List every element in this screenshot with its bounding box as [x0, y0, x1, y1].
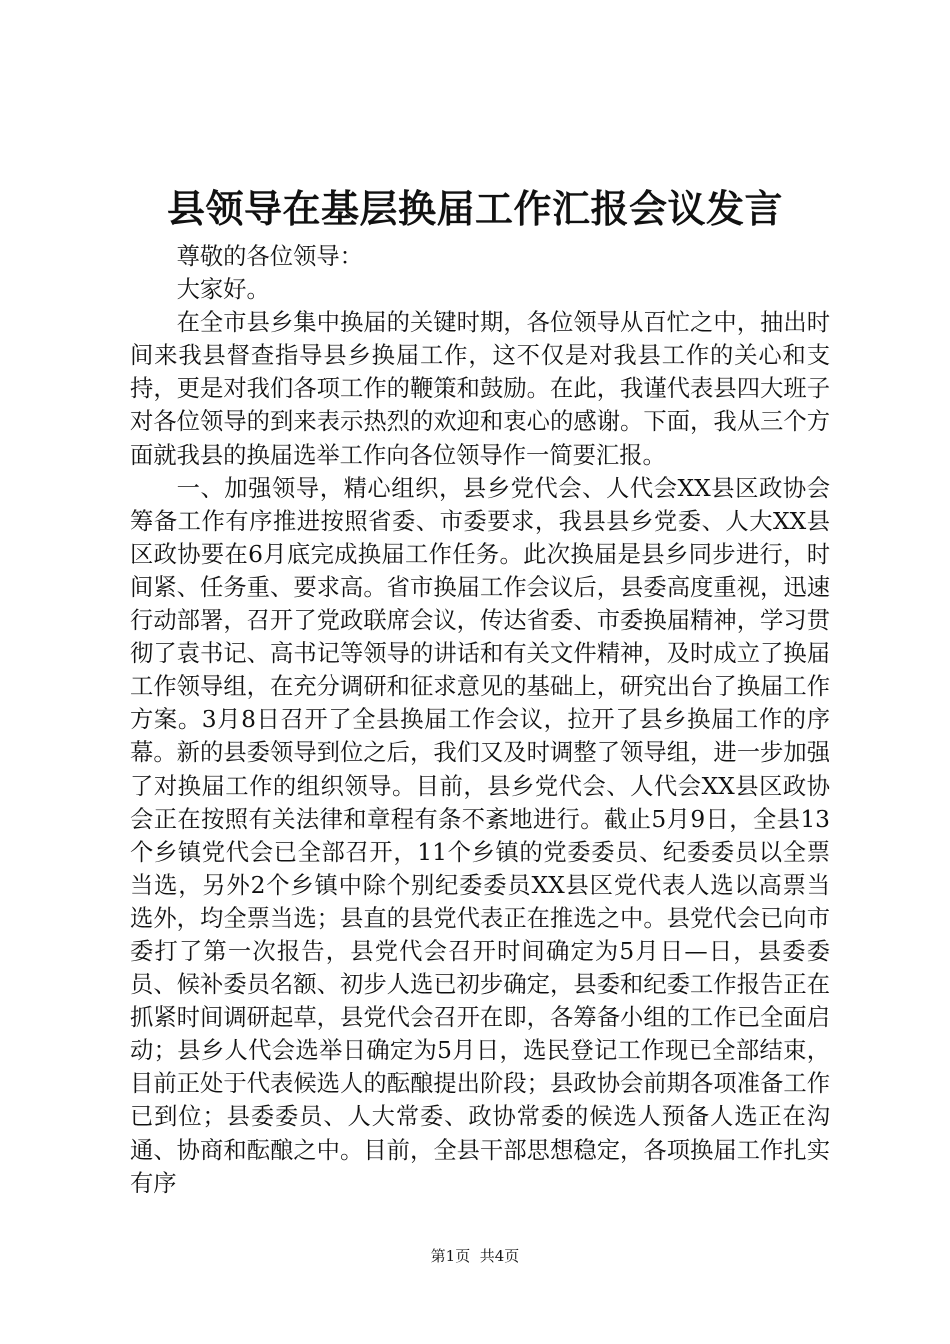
page-total: 共4页	[479, 1247, 520, 1265]
paragraph-intro: 在全市县乡集中换届的关键时期，各位领导从百忙之中，抽出时间来我县督查指导县乡换届工作，这不仅是对我县工作的关心和支持，更是对我们各项工作的鞭策和鼓励。在此，我谨代表县四大班子对各位领导的到来表示热烈的欢迎和衷心的感谢。下面，我从三个方面就我县的换届选举工作向各位领导作一简要汇报。	[130, 309, 830, 469]
page-footer	[0, 1245, 950, 1267]
greeting: 大家好。	[176, 276, 270, 304]
paragraph-section-one: 一、加强领导，精心组织，县乡党代会、人代会XX县区政协会筹备工作有序推进按照省委、市委要求，我县县乡党委、人大XX县区政协要在6月底完成换届工作任务。此次换届是县乡同步进行，时间紧、任务重、要求高。省市换届工作会议后，县委高度重视，迅速行动部署，召开了党政联席会议，传达省委、市委换届精神，学习贯彻了袁书记、高书记等领导的讲话和有关文件精神，及时成立了换届工作领导组，在充分调研和征求意见的基础上，研究出台了换届工作方案。3月8日召开了全县换届工作会议，拉开了县乡换届工作的序幕。新的县委领导到位之后，我们又及时调整了领导组，进一步加强了对换届工作的组织领导。目前，县乡党代会、人代会XX县区政协会正在按照有关法律和章程有条不紊地进行。截止5月9日，全县13个乡镇党代会已全部召开，11个乡镇的党委委员、纪委委员以全票当选，另外2个乡镇中除个别纪委委员XX县区党代表人选以高票当选外，均全票当选；县直的县党代表正在推选之中。县党代会已向市委打了第一次报告，县党代会召开时间确定为5月日—日，县委委员、候补委员名额、初步人选已初步确定，县委和纪委工作报告正在抓紧时间调研起草，县党代会召开在即，各筹备小组的工作已全面启动；县乡人代会选举日确定为5月日，选民登记工作现已全部结束，目前正处于代表候选人的酝酿提出阶段；县政协会前期各项准备工作已到位；县委委员、人大常委、政协常委的候选人预备人选正在沟通、协商和酝酿之中。目前，全县干部思想稳定，各项换届工作扎实有序	[130, 474, 830, 1197]
document-body	[130, 240, 830, 1200]
footer-spacer	[470, 1247, 480, 1265]
page-number: 第1页	[430, 1247, 471, 1265]
salutation: 尊敬的各位领导：	[176, 243, 363, 270]
document-title: 县领导在基层换届工作汇报会议发言	[166, 186, 783, 231]
